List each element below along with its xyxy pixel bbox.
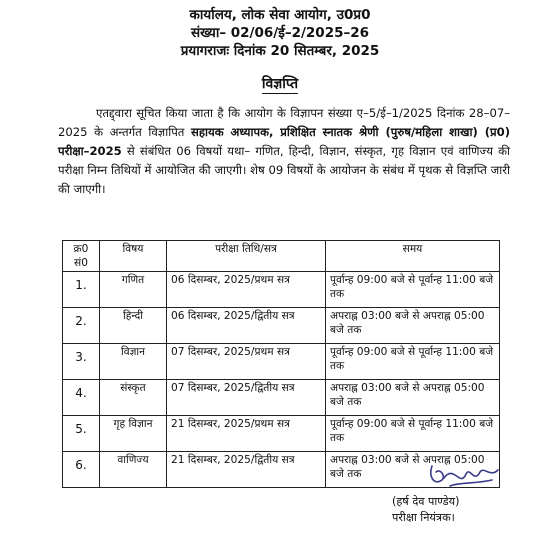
- table-row: [63, 308, 500, 344]
- row-time: अपराह्न 03:00 बजे से अपराह्न 05:00 बजे तक: [326, 380, 500, 416]
- row-subject: वाणिज्य: [100, 452, 167, 488]
- table-row: [63, 344, 500, 380]
- place-date: प्रयागराजः दिनांक 20 सितम्बर, 2025: [180, 43, 380, 59]
- row-date: 07 दिसम्बर, 2025/द्वितीय सत्र: [167, 380, 326, 416]
- col-time: समय: [326, 241, 500, 272]
- col-serial: क्र0 सं0: [63, 241, 100, 272]
- row-time: अपराह्न 03:00 बजे से अपराह्न 05:00 बजे तक: [326, 308, 500, 344]
- row-serial: 4.: [63, 380, 100, 416]
- document-header: [0, 6, 560, 60]
- office-name: कार्यालय, लोक सेवा आयोग, उ0प्र0: [189, 7, 371, 23]
- notice-title: विज्ञप्ति: [261, 76, 299, 92]
- body-text-2: से संबंधित 06 विषयों यथा– गणित, हिन्दी, विज्ञान, संस्कृत, गृह विज्ञान एवं वाणिज्य की परीक्षा निम्न तिथियों में आयोजित की जाएगी। शेष 09 विषयों के आयोजन के संबंध में पृथक से विज्ञप्ति जारी की जाएगी।: [58, 144, 510, 196]
- row-serial: 6.: [63, 452, 100, 488]
- table-row: [63, 380, 500, 416]
- row-subject: संस्कृत: [100, 380, 167, 416]
- row-subject: गृह विज्ञान: [100, 416, 167, 452]
- table-header-row: [63, 241, 500, 272]
- row-serial: 3.: [63, 344, 100, 380]
- table-row: [63, 416, 500, 452]
- row-date: 06 दिसम्बर, 2025/द्वितीय सत्र: [167, 308, 326, 344]
- exam-schedule-table: [62, 240, 500, 488]
- row-subject: विज्ञान: [100, 344, 167, 380]
- signature-block: [392, 494, 532, 526]
- row-serial: 1.: [63, 272, 100, 308]
- row-serial: 2.: [63, 308, 100, 344]
- notice-heading: [0, 74, 560, 93]
- col-date-session: परीक्षा तिथि/सत्र: [167, 241, 326, 272]
- signer-designation: परीक्षा नियंत्रक।: [392, 511, 455, 524]
- row-date: 21 दिसम्बर, 2025/द्वितीय सत्र: [167, 452, 326, 488]
- row-date: 06 दिसम्बर, 2025/प्रथम सत्र: [167, 272, 326, 308]
- row-date: 21 दिसम्बर, 2025/प्रथम सत्र: [167, 416, 326, 452]
- table-row: [63, 272, 500, 308]
- body-text-1: एतद्द्वारा सूचित किया जाता है कि आयोग के विज्ञापन संख्या ए–5/ई–1/2025 दिनांक 28–07–2025 के अन्तर्गत विज्ञापित: [58, 106, 510, 139]
- signer-name: (हर्ष देव पाण्डेय): [392, 495, 460, 508]
- row-time: पूर्वान्ह 09:00 बजे से पूर्वान्ह 11:00 बजे तक: [326, 344, 500, 380]
- exam-name: सहायक अध्यापक, प्रशिक्षित स्नातक श्रेणी (पुरुष/महिला शाखा) (प्र0) परीक्षा–2025: [58, 125, 510, 158]
- row-date: 07 दिसम्बर, 2025/प्रथम सत्र: [167, 344, 326, 380]
- row-subject: हिन्दी: [100, 308, 167, 344]
- row-time: अपराह्न 03:00 बजे से अपराह्न 05:00 बजे तक: [326, 452, 500, 488]
- reference-number: संख्या– 02/06/ई–2/2025–26: [190, 25, 370, 41]
- row-serial: 5.: [63, 416, 100, 452]
- row-time: पूर्वान्ह 09:00 बजे से पूर्वान्ह 11:00 बजे तक: [326, 272, 500, 308]
- handwritten-signature: [420, 458, 510, 494]
- row-subject: गणित: [100, 272, 167, 308]
- row-time: पूर्वान्ह 09:00 बजे से पूर्वान्ह 11:00 बजे तक: [326, 416, 500, 452]
- col-subject: विषय: [100, 241, 167, 272]
- notice-body: [58, 104, 510, 199]
